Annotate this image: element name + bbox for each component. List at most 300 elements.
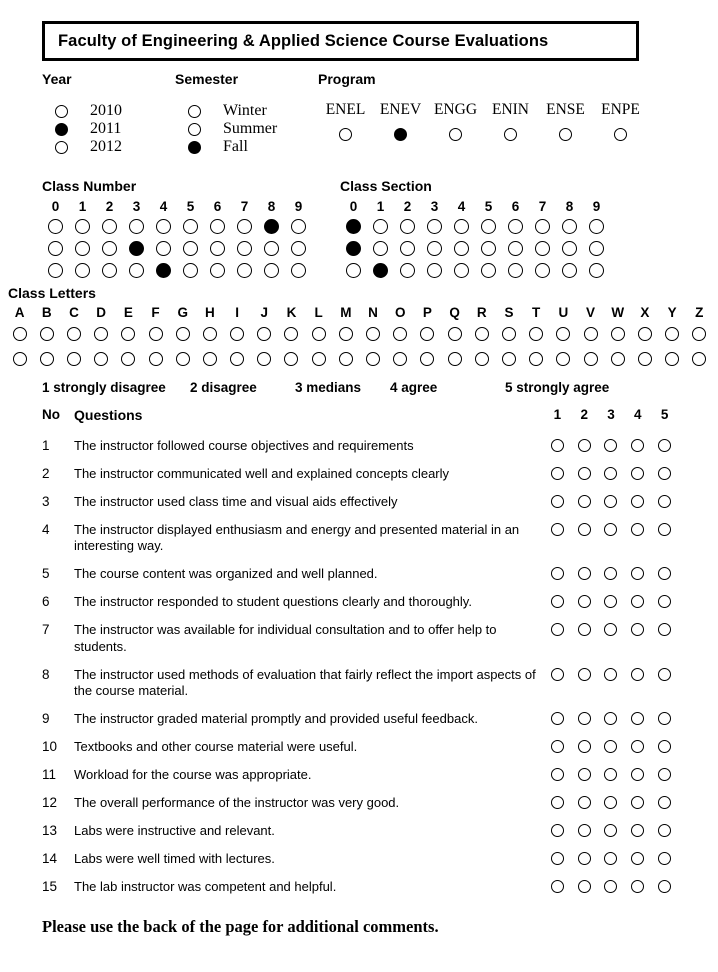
rating-cell xyxy=(624,740,651,753)
rating-bubble-q3-3[interactable] xyxy=(604,495,617,508)
class-letter-cell xyxy=(305,346,332,371)
rating-bubble-q9-1[interactable] xyxy=(551,712,564,725)
question-ratings xyxy=(544,566,678,580)
class-section-bubble-r1-d3[interactable] xyxy=(427,219,442,234)
class-number-digit-2: 2 xyxy=(105,198,114,214)
class-number-bubble-r2-d7[interactable] xyxy=(237,241,252,256)
class-number-bubble-r1-d6[interactable] xyxy=(210,219,225,234)
rating-bubble-q12-3[interactable] xyxy=(604,796,617,809)
rating-bubble-q15-5[interactable] xyxy=(658,880,671,893)
letter-bubble-r1-B[interactable] xyxy=(40,327,54,341)
class-section-bubble-r3-d3[interactable] xyxy=(427,263,442,278)
letter-bubble-r1-N[interactable] xyxy=(366,327,380,341)
rating-bubble-q6-3[interactable] xyxy=(604,595,617,608)
class-number-bubble-r1-d3[interactable] xyxy=(129,219,144,234)
question-ratings xyxy=(544,823,678,837)
questions-table-header xyxy=(42,407,678,424)
rating-cell xyxy=(598,523,625,536)
letter-bubble-r2-K[interactable] xyxy=(284,352,298,366)
rating-bubble-q13-2[interactable] xyxy=(578,824,591,837)
rating-bubble-q5-1[interactable] xyxy=(551,567,564,580)
header-scale xyxy=(544,407,678,422)
class-section-bubble-r3-d5[interactable] xyxy=(481,263,496,278)
class-section-bubble-r1-d4[interactable] xyxy=(454,219,469,234)
letter-bubble-r1-T[interactable] xyxy=(529,327,543,341)
letter-bubble-r1-J[interactable] xyxy=(257,327,271,341)
letter-bubble-r1-F[interactable] xyxy=(149,327,163,341)
program-option-ENEV xyxy=(373,101,428,141)
class-section-cell xyxy=(556,237,583,259)
class-number-bubble-r3-d6[interactable] xyxy=(210,263,225,278)
class-section-cell xyxy=(475,237,502,259)
class-section-cell xyxy=(556,259,583,281)
rating-bubble-q7-4[interactable] xyxy=(631,623,644,636)
class-letter-H: H xyxy=(205,304,215,320)
class-letter-cell xyxy=(604,321,631,346)
class-number-bubble-r2-d4[interactable] xyxy=(156,241,171,256)
class-section-cell xyxy=(394,215,421,237)
class-section-bubble-r2-d1[interactable] xyxy=(373,241,388,256)
rating-bubble-q15-2[interactable] xyxy=(578,880,591,893)
class-section-bubble-r3-d2[interactable] xyxy=(400,263,415,278)
class-section-bubble-r3-d1[interactable] xyxy=(373,263,388,278)
class-number-bubble-r3-d3[interactable] xyxy=(129,263,144,278)
class-section-bubble-r2-d8[interactable] xyxy=(562,241,577,256)
letter-bubble-r1-E[interactable] xyxy=(121,327,135,341)
class-section-bubble-r2-d7[interactable] xyxy=(535,241,550,256)
question-text: The instructor used methods of evaluation that fairly reflect the import aspects of the course material. xyxy=(74,666,536,698)
letter-bubble-r1-V[interactable] xyxy=(584,327,598,341)
letter-bubble-r1-U[interactable] xyxy=(556,327,570,341)
rating-bubble-q15-3[interactable] xyxy=(604,880,617,893)
rating-bubble-q7-3[interactable] xyxy=(604,623,617,636)
class-section-cell xyxy=(340,237,367,259)
class-letter-cell xyxy=(359,321,386,346)
rating-bubble-q1-3[interactable] xyxy=(604,439,617,452)
question-ratings xyxy=(544,494,678,508)
class-letter-cell xyxy=(88,346,115,371)
class-number-bubble-r2-d3[interactable] xyxy=(129,241,144,256)
class-letter-cell xyxy=(196,321,223,346)
rating-cell xyxy=(624,712,651,725)
class-section-bubble-r1-d9[interactable] xyxy=(589,219,604,234)
class-number-bubble-r2-d8[interactable] xyxy=(264,241,279,256)
class-number-bubble-r3-d9[interactable] xyxy=(291,263,306,278)
rating-bubble-q2-2[interactable] xyxy=(578,467,591,480)
class-section-bubble-r1-d6[interactable] xyxy=(508,219,523,234)
letter-bubble-r1-G[interactable] xyxy=(176,327,190,341)
letter-bubble-r1-Q[interactable] xyxy=(448,327,462,341)
rating-bubble-q11-2[interactable] xyxy=(578,768,591,781)
rating-cell xyxy=(571,668,598,681)
program-option-label: ENEV xyxy=(379,101,422,118)
rating-bubble-q13-1[interactable] xyxy=(551,824,564,837)
letter-bubble-r2-C[interactable] xyxy=(67,352,81,366)
question-row-3 xyxy=(42,494,678,511)
rating-bubble-q4-5[interactable] xyxy=(658,523,671,536)
rating-bubble-q13-4[interactable] xyxy=(631,824,644,837)
class-number-bubble-r3-d2[interactable] xyxy=(102,263,117,278)
class-section-bubble-r2-d9[interactable] xyxy=(589,241,604,256)
rating-bubble-q4-3[interactable] xyxy=(604,523,617,536)
rating-bubble-q10-5[interactable] xyxy=(658,740,671,753)
rating-bubble-q12-4[interactable] xyxy=(631,796,644,809)
rating-cell xyxy=(624,668,651,681)
letter-bubble-r1-I[interactable] xyxy=(230,327,244,341)
class-number-bubble-r2-d2[interactable] xyxy=(102,241,117,256)
class-number-bubble-r3-d1[interactable] xyxy=(75,263,90,278)
rating-bubble-q14-5[interactable] xyxy=(658,852,671,865)
rating-bubble-q12-2[interactable] xyxy=(578,796,591,809)
rating-cell xyxy=(571,439,598,452)
letter-bubble-r2-T[interactable] xyxy=(529,352,543,366)
class-number-bubble-r3-d4[interactable] xyxy=(156,263,171,278)
letter-bubble-r2-O[interactable] xyxy=(393,352,407,366)
letter-bubble-r2-L[interactable] xyxy=(312,352,326,366)
class-section-bubble-r2-d3[interactable] xyxy=(427,241,442,256)
rating-cell xyxy=(598,668,625,681)
class-section-bubble-r3-d7[interactable] xyxy=(535,263,550,278)
class-letter-cell xyxy=(387,321,414,346)
class-number-bubble-r1-d1[interactable] xyxy=(75,219,90,234)
class-letter-D: D xyxy=(96,304,107,320)
class-letter-cell xyxy=(659,346,686,371)
letter-bubble-r2-B[interactable] xyxy=(40,352,54,366)
letter-bubble-r2-W[interactable] xyxy=(611,352,625,366)
class-number-bubble-r2-d5[interactable] xyxy=(183,241,198,256)
rating-bubble-q10-2[interactable] xyxy=(578,740,591,753)
rating-bubble-q11-3[interactable] xyxy=(604,768,617,781)
rating-cell xyxy=(544,740,571,753)
class-letter-J: J xyxy=(260,304,269,320)
rating-bubble-q14-2[interactable] xyxy=(578,852,591,865)
program-bubble-ENEL[interactable] xyxy=(339,128,352,141)
semester-option-label: Summer xyxy=(223,120,278,137)
question-text: The course content was organized and well planned. xyxy=(74,566,378,581)
rating-bubble-q1-5[interactable] xyxy=(658,439,671,452)
class-number-cell xyxy=(285,259,312,281)
question-number: 14 xyxy=(42,851,58,866)
question-ratings xyxy=(544,767,678,781)
rating-cell xyxy=(544,852,571,865)
rating-bubble-q3-2[interactable] xyxy=(578,495,591,508)
class-letter-cell xyxy=(224,346,251,371)
class-number-cell xyxy=(123,259,150,281)
rating-bubble-q10-1[interactable] xyxy=(551,740,564,753)
rating-cell xyxy=(571,768,598,781)
class-letter-cell xyxy=(169,346,196,371)
class-letter-R: R xyxy=(476,304,487,320)
letter-bubble-r1-Z[interactable] xyxy=(692,327,706,341)
class-section-cell xyxy=(367,259,394,281)
class-letter-cell xyxy=(550,321,577,346)
class-letter-O: O xyxy=(394,304,406,320)
class-section-bubble-r1-d5[interactable] xyxy=(481,219,496,234)
rating-bubble-q2-4[interactable] xyxy=(631,467,644,480)
program-option-ENPE xyxy=(593,101,648,141)
rating-cell xyxy=(571,495,598,508)
class-number-bubble-r1-d4[interactable] xyxy=(156,219,171,234)
class-number-cell xyxy=(258,237,285,259)
rating-bubble-q3-5[interactable] xyxy=(658,495,671,508)
class-section-bubble-r2-d2[interactable] xyxy=(400,241,415,256)
letter-bubble-r2-Y[interactable] xyxy=(665,352,679,366)
rating-cell xyxy=(544,880,571,893)
rating-bubble-q6-4[interactable] xyxy=(631,595,644,608)
class-section-bubble-r3-d8[interactable] xyxy=(562,263,577,278)
rating-bubble-q6-2[interactable] xyxy=(578,595,591,608)
rating-bubble-q4-2[interactable] xyxy=(578,523,591,536)
class-section-cell xyxy=(421,237,448,259)
program-bubble-ENIN[interactable] xyxy=(504,128,517,141)
rating-cell xyxy=(598,768,625,781)
program-option-label: ENPE xyxy=(601,101,640,118)
rating-bubble-q8-3[interactable] xyxy=(604,668,617,681)
letter-bubble-r1-Y[interactable] xyxy=(665,327,679,341)
rating-cell xyxy=(571,796,598,809)
class-number-digit-0: 0 xyxy=(51,198,60,214)
class-section-bubble-r2-d5[interactable] xyxy=(481,241,496,256)
rating-bubble-q5-3[interactable] xyxy=(604,567,617,580)
rating-bubble-q8-5[interactable] xyxy=(658,668,671,681)
rating-bubble-q4-4[interactable] xyxy=(631,523,644,536)
class-section-bubble-r1-d0[interactable] xyxy=(346,219,361,234)
year-bubble-2011[interactable] xyxy=(55,123,68,136)
class-number-bubble-r2-d0[interactable] xyxy=(48,241,63,256)
class-number-bubble-r3-d5[interactable] xyxy=(183,263,198,278)
rating-bubble-q1-1[interactable] xyxy=(551,439,564,452)
rating-bubble-q14-3[interactable] xyxy=(604,852,617,865)
rating-bubble-q7-2[interactable] xyxy=(578,623,591,636)
rating-bubble-q9-2[interactable] xyxy=(578,712,591,725)
rating-bubble-q15-1[interactable] xyxy=(551,880,564,893)
class-letter-L: L xyxy=(314,304,323,320)
letter-bubble-r1-R[interactable] xyxy=(475,327,489,341)
letter-bubble-r2-S[interactable] xyxy=(502,352,516,366)
letter-bubble-r1-L[interactable] xyxy=(312,327,326,341)
question-number: 2 xyxy=(42,465,50,481)
class-number-bubble-r1-d5[interactable] xyxy=(183,219,198,234)
rating-bubble-q6-1[interactable] xyxy=(551,595,564,608)
program-bubble-ENEV[interactable] xyxy=(394,128,407,141)
letter-bubble-r1-H[interactable] xyxy=(203,327,217,341)
semester-bubble-Fall[interactable] xyxy=(188,141,201,154)
rating-cell xyxy=(624,467,651,480)
class-section-cell xyxy=(367,237,394,259)
class-number-bubble-r1-d2[interactable] xyxy=(102,219,117,234)
class-letter-K: K xyxy=(286,304,297,320)
class-number-bubble-r3-d0[interactable] xyxy=(48,263,63,278)
class-letter-cell xyxy=(414,321,441,346)
letter-bubble-r1-W[interactable] xyxy=(611,327,625,341)
class-section-bubble-r1-d8[interactable] xyxy=(562,219,577,234)
class-number-bubble-r3-d8[interactable] xyxy=(264,263,279,278)
rating-cell xyxy=(651,567,678,580)
program-bubble-ENGG[interactable] xyxy=(449,128,462,141)
letter-bubble-r1-K[interactable] xyxy=(284,327,298,341)
rating-bubble-q14-4[interactable] xyxy=(631,852,644,865)
class-letter-cell xyxy=(60,321,87,346)
letter-bubble-r2-X[interactable] xyxy=(638,352,652,366)
letter-bubble-r2-R[interactable] xyxy=(475,352,489,366)
question-row-9 xyxy=(42,711,678,728)
letter-bubble-r1-S[interactable] xyxy=(502,327,516,341)
class-section-bubble-r2-d0[interactable] xyxy=(346,241,361,256)
rating-bubble-q3-1[interactable] xyxy=(551,495,564,508)
letter-bubble-r1-D[interactable] xyxy=(94,327,108,341)
rating-bubble-q10-3[interactable] xyxy=(604,740,617,753)
legend-agree: 4 agree xyxy=(390,380,438,395)
class-section-bubble-r3-d4[interactable] xyxy=(454,263,469,278)
rating-bubble-q11-5[interactable] xyxy=(658,768,671,781)
letter-bubble-r2-N[interactable] xyxy=(366,352,380,366)
letter-bubble-r2-E[interactable] xyxy=(121,352,135,366)
rating-bubble-q5-5[interactable] xyxy=(658,567,671,580)
rating-bubble-q8-4[interactable] xyxy=(631,668,644,681)
rating-bubble-q14-1[interactable] xyxy=(551,852,564,865)
letter-bubble-r2-G[interactable] xyxy=(176,352,190,366)
class-section-bubble-r3-d0[interactable] xyxy=(346,263,361,278)
class-number-digit-header xyxy=(42,197,312,215)
letter-bubble-r1-P[interactable] xyxy=(420,327,434,341)
class-number-bubble-r3-d7[interactable] xyxy=(237,263,252,278)
rating-bubble-q12-5[interactable] xyxy=(658,796,671,809)
class-letter-cell xyxy=(387,346,414,371)
rating-bubble-q5-4[interactable] xyxy=(631,567,644,580)
rating-bubble-q12-1[interactable] xyxy=(551,796,564,809)
class-number-bubble-r1-d7[interactable] xyxy=(237,219,252,234)
rating-bubble-q7-1[interactable] xyxy=(551,623,564,636)
class-number-cell xyxy=(42,237,69,259)
question-text: The lab instructor was competent and helpful. xyxy=(74,879,337,894)
year-bubble-2012[interactable] xyxy=(55,141,68,154)
rating-bubble-q9-3[interactable] xyxy=(604,712,617,725)
class-section-cell xyxy=(475,259,502,281)
rating-cell xyxy=(598,567,625,580)
class-letter-T: T xyxy=(532,304,541,320)
rating-cell xyxy=(624,595,651,608)
rating-bubble-q2-5[interactable] xyxy=(658,467,671,480)
rating-bubble-q5-2[interactable] xyxy=(578,567,591,580)
rating-bubble-q7-5[interactable] xyxy=(658,623,671,636)
letter-bubble-r2-U[interactable] xyxy=(556,352,570,366)
class-section-bubble-r2-d4[interactable] xyxy=(454,241,469,256)
program-bubble-ENSE[interactable] xyxy=(559,128,572,141)
class-section-bubble-r3-d6[interactable] xyxy=(508,263,523,278)
class-letter-U: U xyxy=(558,304,569,320)
class-section-bubble-r1-d7[interactable] xyxy=(535,219,550,234)
class-section-bubble-r3-d9[interactable] xyxy=(589,263,604,278)
class-number-bubble-r1-d0[interactable] xyxy=(48,219,63,234)
rating-bubble-q11-4[interactable] xyxy=(631,768,644,781)
rating-cell xyxy=(571,567,598,580)
letter-bubble-r1-X[interactable] xyxy=(638,327,652,341)
semester-option-Winter xyxy=(175,102,277,120)
class-letter-M: M xyxy=(340,304,352,320)
semester-bubble-Summer[interactable] xyxy=(188,123,201,136)
class-section-bubble-r1-d2[interactable] xyxy=(400,219,415,234)
year-bubble-2010[interactable] xyxy=(55,105,68,118)
letter-bubble-r1-C[interactable] xyxy=(67,327,81,341)
rating-bubble-q2-1[interactable] xyxy=(551,467,564,480)
class-section-bubble-r1-d1[interactable] xyxy=(373,219,388,234)
class-letter-cell xyxy=(33,321,60,346)
letter-bubble-r2-J[interactable] xyxy=(257,352,271,366)
rating-cell xyxy=(624,852,651,865)
question-row-14 xyxy=(42,851,678,868)
class-number-bubble-r2-d1[interactable] xyxy=(75,241,90,256)
rating-bubble-q1-2[interactable] xyxy=(578,439,591,452)
letter-bubble-r1-A[interactable] xyxy=(13,327,27,341)
class-section-digit-4: 4 xyxy=(457,198,466,214)
question-row-10 xyxy=(42,739,678,756)
letter-bubble-r2-P[interactable] xyxy=(420,352,434,366)
rating-bubble-q9-5[interactable] xyxy=(658,712,671,725)
question-text: The instructor communicated well and explained concepts clearly xyxy=(74,465,450,481)
letter-bubble-r1-O[interactable] xyxy=(393,327,407,341)
rating-bubble-q9-4[interactable] xyxy=(631,712,644,725)
letter-bubble-r1-M[interactable] xyxy=(339,327,353,341)
question-number: 4 xyxy=(42,521,50,537)
class-number-bubble-r2-d9[interactable] xyxy=(291,241,306,256)
letter-bubble-r2-I[interactable] xyxy=(230,352,244,366)
rating-bubble-q8-1[interactable] xyxy=(551,668,564,681)
year-label: Year xyxy=(42,71,72,87)
rating-cell xyxy=(598,740,625,753)
letter-bubble-r2-V[interactable] xyxy=(584,352,598,366)
letter-bubble-r2-Z[interactable] xyxy=(692,352,706,366)
rating-bubble-q11-1[interactable] xyxy=(551,768,564,781)
letter-bubble-r2-H[interactable] xyxy=(203,352,217,366)
year-option-2010 xyxy=(42,102,122,120)
letter-bubble-r2-F[interactable] xyxy=(149,352,163,366)
question-row-12 xyxy=(42,795,678,812)
letter-bubble-r2-Q[interactable] xyxy=(448,352,462,366)
class-section-cell xyxy=(502,259,529,281)
class-number-bubble-r1-d9[interactable] xyxy=(291,219,306,234)
class-section-bubble-r2-d6[interactable] xyxy=(508,241,523,256)
rating-bubble-q6-5[interactable] xyxy=(658,595,671,608)
program-option-ENIN xyxy=(483,101,538,141)
class-number-bubble-r1-d8[interactable] xyxy=(264,219,279,234)
class-letter-cell xyxy=(686,321,713,346)
rating-cell xyxy=(651,796,678,809)
rating-cell xyxy=(651,768,678,781)
rating-bubble-q13-3[interactable] xyxy=(604,824,617,837)
class-section-cell xyxy=(529,215,556,237)
class-number-cell xyxy=(177,215,204,237)
rating-bubble-q3-4[interactable] xyxy=(631,495,644,508)
class-letter-cell xyxy=(6,346,33,371)
letter-bubble-r2-M[interactable] xyxy=(339,352,353,366)
rating-bubble-q2-3[interactable] xyxy=(604,467,617,480)
rating-cell xyxy=(544,796,571,809)
letter-bubble-r2-D[interactable] xyxy=(94,352,108,366)
rating-bubble-q15-4[interactable] xyxy=(631,880,644,893)
rating-bubble-q13-5[interactable] xyxy=(658,824,671,837)
semester-bubble-Winter[interactable] xyxy=(188,105,201,118)
class-number-bubble-r2-d6[interactable] xyxy=(210,241,225,256)
program-bubble-ENPE[interactable] xyxy=(614,128,627,141)
rating-bubble-q1-4[interactable] xyxy=(631,439,644,452)
letter-bubble-r2-A[interactable] xyxy=(13,352,27,366)
rating-bubble-q4-1[interactable] xyxy=(551,523,564,536)
rating-bubble-q10-4[interactable] xyxy=(631,740,644,753)
class-number-cell xyxy=(69,237,96,259)
rating-cell xyxy=(651,824,678,837)
rating-cell xyxy=(571,712,598,725)
rating-bubble-q8-2[interactable] xyxy=(578,668,591,681)
